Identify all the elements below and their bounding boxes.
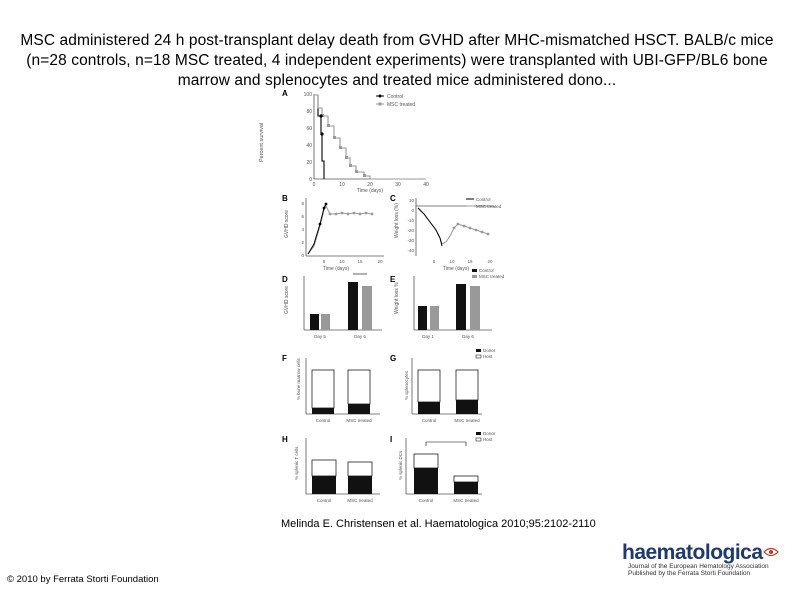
panel-i-xtick: MSC treated — [453, 498, 479, 503]
panel-i-ylabel: % splenic DCs — [398, 450, 403, 480]
panel-e-legend-control: Control — [479, 268, 494, 273]
panel-f-ylabel: % bone marrow cells — [296, 358, 301, 400]
copyright: © 2010 by Ferrata Storti Foundation — [7, 574, 159, 585]
citation: Melinda E. Christensen et al. Haematologica 2010;95:2102-2110 — [281, 518, 596, 530]
panel-c-xlabel: Time (days) — [442, 266, 470, 272]
panel-c-xtick: 5 — [432, 259, 436, 264]
panel-a-ytick: 40 — [306, 143, 312, 149]
panel-c-ytick: -40 — [407, 248, 414, 253]
bar — [310, 314, 319, 330]
panel-a-xtick: 0 — [312, 182, 316, 188]
panel-b-xlabel: Time (days) — [322, 266, 350, 272]
panel-e-legend-msc: MSC treated — [479, 274, 505, 279]
panel-a-xlabel: Time (days) — [356, 188, 384, 194]
panel-e-ylabel: Weight loss % — [394, 282, 400, 314]
panel-a-xtick: 10 — [339, 182, 345, 188]
panel-c-ylabel: Weight loss (%) — [394, 203, 400, 238]
panel-c-xtick: 20 — [487, 259, 493, 264]
panel-a-ytick: 80 — [306, 109, 312, 115]
panel-label-h: H — [282, 435, 288, 444]
logo-tagline: Journal of the European Hematology Association — [628, 563, 769, 570]
panel-a-ytick: 100 — [303, 92, 312, 98]
panel-b-xtick: 5 — [322, 259, 326, 264]
panel-a-xtick: 20 — [367, 182, 373, 188]
panel-label-a: A — [282, 89, 288, 98]
panel-h-xtick: MSC treated — [347, 498, 373, 503]
panel-e-xtick: Day 6 — [462, 334, 474, 339]
panel-f-xtick: MSC treated — [346, 418, 372, 423]
bar — [321, 314, 330, 330]
bar — [430, 306, 439, 330]
bar — [456, 284, 466, 330]
panel-d-ylabel: GVHD score — [284, 285, 290, 314]
panel-b-ylabel: GVHD score — [284, 209, 290, 238]
panel-label-f: F — [282, 354, 287, 363]
panel-b-ytick: 8 — [301, 201, 304, 206]
panel-e-xtick: Day 1 — [422, 334, 434, 339]
panel-h-ylabel: % splenic T cells — [294, 446, 299, 480]
panel-a-ytick: 20 — [306, 160, 312, 166]
panel-label-e: E — [390, 275, 396, 284]
panel-d-xtick: Day 5 — [314, 334, 326, 339]
panel-g-xtick: MSC treated — [454, 418, 480, 423]
panel-g-xtick: Control — [421, 418, 437, 423]
panel-label-i: I — [390, 435, 393, 444]
logo-tagline: Published by the Ferrata Storti Foundation — [628, 570, 751, 577]
panel-g-legend-host: Host — [483, 354, 493, 359]
panel-b-xtick: 20 — [377, 259, 383, 264]
figure-graphic — [259, 86, 516, 510]
panel-b-ytick: 2 — [301, 240, 304, 245]
panel-b-ytick: 0 — [301, 253, 304, 258]
panel-d-xtick: Day 6 — [354, 334, 366, 339]
bar — [418, 306, 427, 330]
logo-wordmark: haematologica — [622, 541, 763, 564]
panel-i-legend-donor: Donor — [483, 431, 496, 436]
panel-b-ytick: 6 — [301, 214, 304, 219]
panel-c-legend-control: Control — [476, 197, 491, 202]
panel-c-xtick: 15 — [467, 259, 473, 264]
panel-f-xtick: Control — [315, 418, 331, 423]
panel-a-ytick: 60 — [306, 126, 312, 132]
panel-a-xtick: 30 — [395, 182, 401, 188]
panel-c-ytick: 10 — [408, 198, 414, 203]
panel-c-xtick: 10 — [449, 259, 455, 264]
panel-a-xtick: 40 — [423, 182, 429, 188]
slide-title: MSC administered 24 h post-transplant delay death from GVHD after MHC-mismatched HSCT. BALB/c mice (n=28 controls, n=18 MSC treated, 4 independent experiments) were transplanted with UBI-GFP/BL6 bone marrow and splenocytes and treated mice administered dono... — [20, 32, 774, 89]
panel-a-legend-msc: MSC treated — [387, 102, 416, 108]
panel-b-ytick: 4 — [301, 227, 304, 232]
panel-a-legend-control: Control — [387, 94, 404, 100]
panel-c-ytick: -30 — [407, 238, 414, 243]
panel-b-xtick: 15 — [357, 259, 363, 264]
panel-c-ytick: 0 — [411, 208, 414, 213]
panel-label-d: D — [282, 275, 288, 284]
panel-i-legend-host: Host — [483, 437, 493, 442]
panel-label-c: C — [390, 194, 396, 203]
bar — [470, 286, 480, 330]
haematologica-logo — [612, 541, 782, 577]
bar — [362, 286, 372, 330]
panel-a-ytick: 0 — [309, 177, 312, 183]
panel-g-ylabel: % splenocytes — [404, 370, 409, 400]
bar — [348, 282, 358, 330]
panel-c-legend-msc: MSC treated — [476, 204, 502, 209]
panel-b-xtick: 10 — [339, 259, 345, 264]
panel-a-ylabel: Percent survival — [259, 122, 265, 162]
panel-h-xtick: Control — [316, 498, 332, 503]
logo-emblem-icon — [762, 545, 780, 559]
panel-c-ytick: -10 — [407, 218, 414, 223]
panel-i-xtick: Control — [418, 498, 434, 503]
figure-panel — [259, 86, 516, 510]
panel-label-b: B — [282, 194, 288, 203]
panel-g-legend-donor: Donor — [483, 348, 496, 353]
panel-label-g: G — [390, 354, 397, 363]
panel-c-ytick: -20 — [407, 228, 414, 233]
